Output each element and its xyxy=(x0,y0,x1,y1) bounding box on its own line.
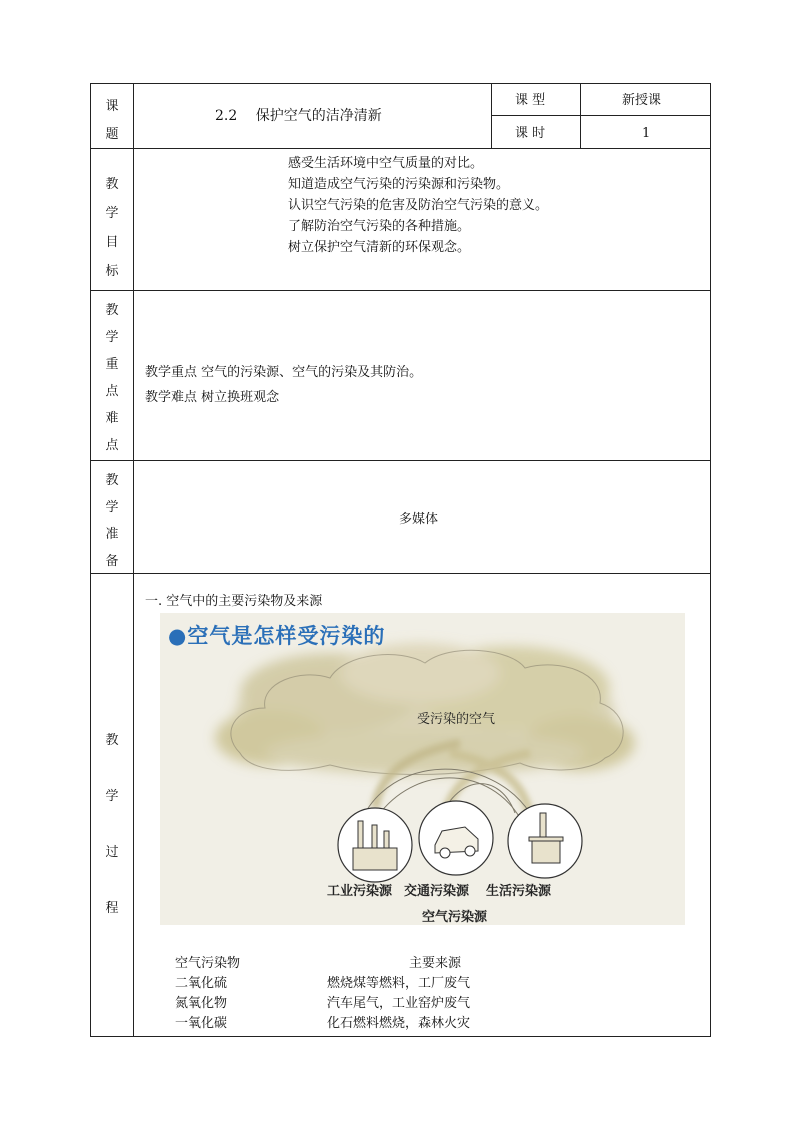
life-source-label: 生活污染源 xyxy=(486,884,552,899)
pollutant-header: 空气污染物 xyxy=(175,956,241,971)
label-column-line xyxy=(133,83,134,1037)
objectives-label-text: 教学目标 xyxy=(105,177,119,279)
figure-title: ●空气是怎样受污染的 xyxy=(168,624,386,648)
key-difficulty: 教学难点 树立换班观念 xyxy=(145,390,280,405)
lesson-label xyxy=(102,93,122,149)
cloud-label: 受污染的空气 xyxy=(417,712,496,727)
row-line-3 xyxy=(90,460,711,461)
objectives-label xyxy=(102,170,122,286)
section-title: 一. 空气中的主要污染物及来源 xyxy=(145,594,323,609)
objective-item: 树立保护空气清新的环保观念。 xyxy=(288,240,471,255)
objective-item: 感受生活环境中空气质量的对比。 xyxy=(288,156,484,171)
key-focus: 教学重点 空气的污染源、空气的污染及其防治。 xyxy=(145,365,423,380)
pollutant-name: 二氧化硫 xyxy=(175,976,228,991)
process-label-text: 教学过程 xyxy=(105,733,119,916)
lesson-label-text: 课题 xyxy=(105,99,119,142)
pollutant-name: 氮氧化物 xyxy=(175,996,228,1011)
key-points-label xyxy=(102,297,122,459)
table-border-top xyxy=(90,83,711,84)
objective-item: 了解防治空气污染的各种措施。 xyxy=(288,219,471,234)
header-col-line-1 xyxy=(491,83,492,148)
type-label: 课 型 xyxy=(515,93,546,108)
table-border-bottom xyxy=(90,1036,711,1037)
pollutant-name: 一氧化碳 xyxy=(175,1016,228,1031)
pollution-figure xyxy=(160,613,685,925)
preparation-label-text: 教学准备 xyxy=(105,473,119,569)
source-header: 主要来源 xyxy=(409,956,462,971)
table-border-left xyxy=(90,83,91,1037)
objective-item: 认识空气污染的危害及防治空气污染的意义。 xyxy=(288,198,549,213)
hours-label: 课 时 xyxy=(515,126,546,141)
row-line-1 xyxy=(90,148,711,149)
pollutant-source: 汽车尾气，工业窑炉废气 xyxy=(327,996,471,1011)
row-line-2 xyxy=(90,290,711,291)
process-label xyxy=(102,713,122,937)
preparation-value: 多媒体 xyxy=(399,512,439,527)
lesson-title: 2.2 保护空气的洁净清新 xyxy=(215,108,382,124)
figure-caption: 空气污染源 xyxy=(422,910,488,925)
preparation-label xyxy=(102,467,122,575)
type-value: 新授课 xyxy=(622,93,662,108)
pollutant-source: 化石燃料燃烧，森林火灾 xyxy=(327,1016,471,1031)
header-mid-line xyxy=(491,115,711,116)
table-border-right xyxy=(710,83,711,1037)
row-line-4 xyxy=(90,573,711,574)
header-col-line-2 xyxy=(580,83,581,148)
industrial-source-label: 工业污染源 xyxy=(327,884,393,899)
key-points-label-text: 教学重点难点 xyxy=(105,303,119,453)
objective-item: 知道造成空气污染的污染源和污染物。 xyxy=(288,177,510,192)
hours-value: 1 xyxy=(642,126,651,141)
pollution-illustration xyxy=(160,613,685,925)
pollutant-source: 燃烧煤等燃料，工厂废气 xyxy=(327,976,471,991)
traffic-source-label: 交通污染源 xyxy=(404,884,470,899)
